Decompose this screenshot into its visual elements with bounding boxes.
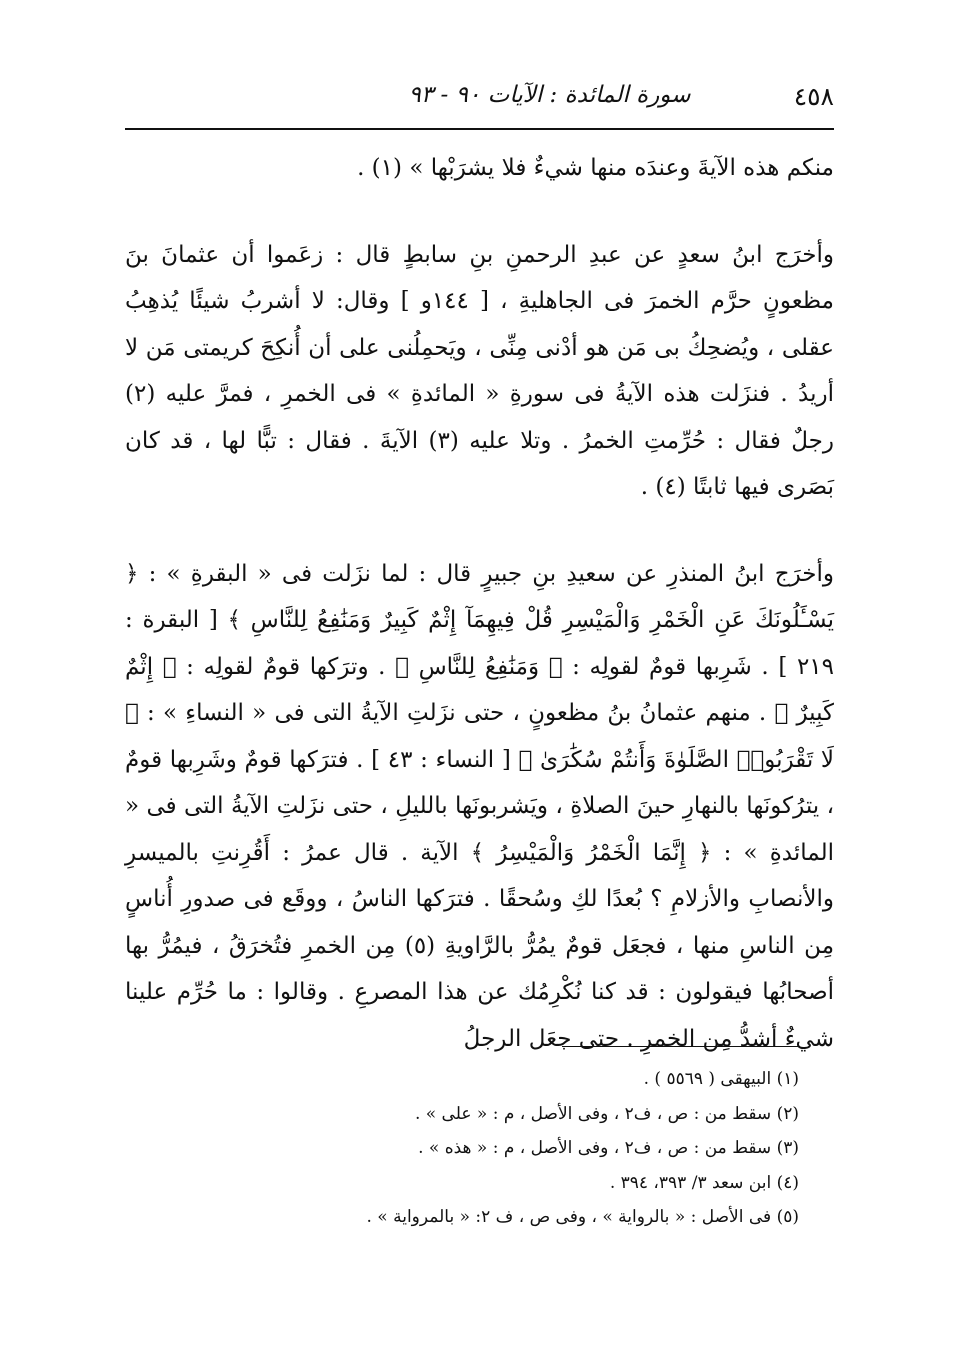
- footnote: (٣) سقط من : ص ، ف٢ ، وفى الأصل ، م : « هذه » .: [418, 1138, 799, 1158]
- footnote: (٤) ابن سعد ٣/ ٣٩٣، ٣٩٤ .: [609, 1172, 799, 1193]
- footnote: (١) البيهقى ( ٥٥٦٩ ) .: [643, 1069, 799, 1089]
- header-rule: [125, 128, 834, 130]
- paragraph: وأخرَج ابنُ سعدٍ عن عبدِ الرحمنِ بنِ سابطٍ قال : زعَموا أن عثمانَ بنَ مظعونٍ حرَّم الخمرَ فى الجاهليةِ ، [ ١٤٤و ] وقال: لا أشربُ شيئًا يُذهِبُ عقلى ، ويُضحِكُ بى مَن هو أدْنى مِنِّى ، ويَحمِلُنى على أن أُنكِحَ كريمتى مَن لا أريدُ . فنزَلت هذه الآيةُ فى سورةِ « المائدةِ » فى الخمرِ ، فمرَّ عليه (٢) رجلٌ فقال : حُرِّمتِ الخمرُ . وتلا عليه (٣) الآيةَ . فقال : تبًّا لها ، قد كان بَصَرى فيها ثابتًا (٤) .: [125, 241, 835, 500]
- main-text: [125, 145, 834, 1062]
- paragraph: وأخرَج ابنُ المنذرِ عن سعيدِ بنِ جبيرٍ قال : لما نزَلت فى « البقرةِ » : ﴿ يَسْـَٔلُونَكَ عَنِ الْخَمْرِ وَالْمَيْسِرِ قُلْ فِيهِمَآ إِثْمٌ كَبِيرٌ وَمَنَٰفِعُ لِلنَّاسِ ﴾ [ البقرة : ٢١٩ ] . شَرِبها قومٌ لقولِه : ﴿ وَمَنَٰفِعُ لِلنَّاسِ ﴾ . وترَكها قومٌ لقولِه : ﴿ إِثْمٌ كَبِيرٌ ﴾ . منهم عثمانُ بنُ مظعونٍ ، حتى نزَلتِ الآيةُ التى فى « النساءِ » : ﴿ لَا تَقْرَبُوا۟ الصَّلَوٰةَ وَأَنتُمْ سُكَٰرَىٰ ﴾ [ النساء : ٤٣ ] . فترَكها قومٌ وشَرِبها قومٌ ، يترُكونَها بالنهارِ حينَ الصلاةِ ، ويَشربونَها بالليلِ ، حتى نزَلتِ الآيةُ التى فى « المائدةِ » : ﴿ إِنَّمَا الْخَمْرُ وَالْمَيْسِرُ ﴾ الآية . قال عمرُ : أَقُرِنتِ بالميسرِ والأنصابِ والأزلامِ ؟ بُعدًا لكِ وسُحقًا . فترَكها الناسُ ، ووقَع فى صدورِ أُناسٍ مِن الناسِ منها ، فجعَل قومٌ يمُرُّ بالرَّاويةِ (٥) مِن الخمرِ فتُخرَقُ ، فيمُرُّ بها أصحابُها فيقولون : قد كنا نُكْرِمُك عن هذا المصرعِ . وقالوا : ما حُرِّم علينا شيءٌ أشدُّ مِن الخمرِ . حتى جعَل الرجلُ: [125, 560, 835, 1052]
- running-title: سورة المائدة : الآيات ٩٠ - ٩٣: [408, 82, 691, 108]
- footnote: (٢) سقط من : ص ، ف٢ ، وفى الأصل ، م : « على » .: [414, 1103, 799, 1124]
- page-header: [125, 82, 834, 118]
- footnotes: [125, 1062, 799, 1235]
- page-number: ٤٥٨: [793, 82, 834, 111]
- paragraph: منكم هذه الآيةَ وعندَه منها شيءٌ فلا يشرَبْها » (١) .: [357, 155, 834, 181]
- footnote-rule: [562, 1046, 800, 1047]
- footnote: (٥) فى الأصل : « بالرواية » ، وفى ص ، ف ٢: « بالمرواية » .: [366, 1207, 799, 1227]
